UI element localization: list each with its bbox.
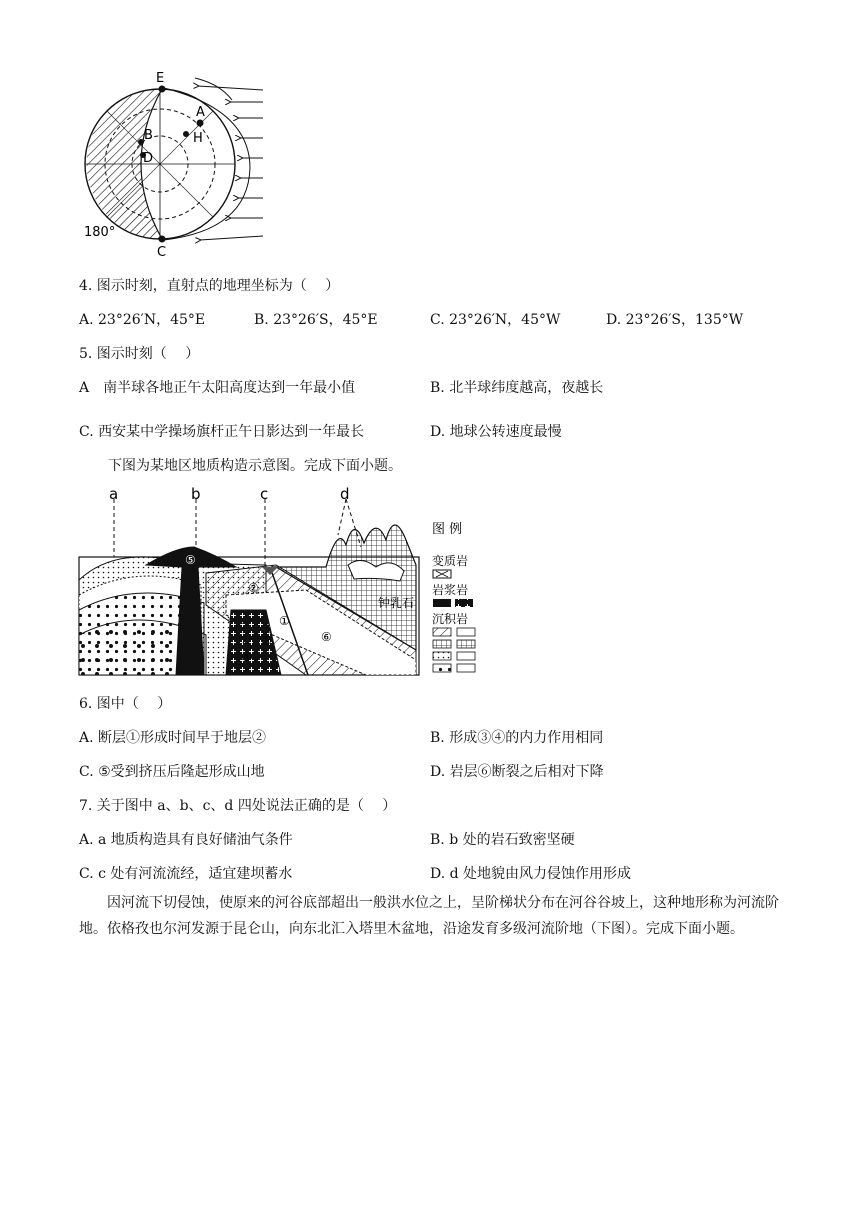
label-stalactite: 钟乳石: [378, 596, 415, 610]
label-2: ②: [248, 581, 259, 595]
q6-option-b[interactable]: B. 形成③④的内力作用相同: [430, 730, 604, 746]
intro-river-terraces: 因河流下切侵蚀，使原来的河谷底部超出一般洪水位之上，呈阶梯状分布在河谷谷坡上，这种地形称为河流阶地。依格孜也尔河发源于昆仑山，向东北汇入塔里木盆地，沿途发育多级河流阶地（下图）。完成下面小题。: [79, 895, 779, 937]
point-c: [159, 236, 166, 243]
q5-option-a[interactable]: A 南半球各地正午太阳高度达到一年最小值: [79, 380, 356, 396]
q6-option-c[interactable]: C. ⑤受到挤压后隆起形成山地: [79, 764, 265, 780]
q5-option-b[interactable]: B. 北半球纬度越高，夜越长: [430, 380, 604, 396]
q7-option-a[interactable]: A. a 地质构造具有良好储油气条件: [79, 832, 293, 848]
label-h: H: [193, 131, 203, 146]
label-a: a: [109, 485, 119, 503]
q4-option-a[interactable]: A. 23°26′N，45°E: [79, 312, 206, 328]
label-c: C: [157, 245, 167, 260]
legend-sedimentary: 沉积岩: [432, 612, 469, 626]
q4-option-c[interactable]: C. 23°26′N，45°W: [430, 312, 561, 328]
q4-option-b[interactable]: B. 23°26′S，45°E: [254, 312, 378, 328]
q5-stem: 5. 图示时刻（ ）: [79, 346, 200, 362]
label-b: b: [191, 485, 201, 503]
legend-metamorphic: 变质岩: [432, 554, 469, 568]
label-3: ③: [261, 634, 272, 648]
legend-magmatic: 岩浆岩: [432, 583, 469, 597]
q5-option-c[interactable]: C. 西安某中学操场旗杆正午日影达到一年最长: [79, 424, 365, 440]
label-e: E: [156, 71, 165, 86]
q6-option-d[interactable]: D. 岩层⑥断裂之后相对下降: [430, 764, 604, 780]
label-d: d: [340, 485, 350, 503]
q7-stem: 7. 关于图中 a、b、c、d 四处说法正确的是（ ）: [79, 798, 397, 814]
intro-geology: 下图为某地区地质构造示意图。完成下面小题。: [108, 458, 402, 474]
legend-title: 图 例: [432, 522, 463, 537]
label-b: B: [144, 128, 153, 143]
point-a: [197, 120, 204, 127]
label-1: ①: [279, 614, 290, 628]
q6-stem: 6. 图中（ ）: [79, 696, 172, 712]
geologic-structure-diagram: [76, 485, 486, 683]
label-180: 180°: [84, 225, 116, 240]
point-h: [183, 131, 189, 137]
q4-stem: 4. 图示时刻，直射点的地理坐标为（ ）: [79, 278, 340, 294]
label-a: A: [196, 105, 205, 120]
label-d: D: [143, 151, 154, 166]
label-4: ④: [241, 650, 252, 664]
q7-option-b[interactable]: B. b 处的岩石致密坚硬: [430, 832, 575, 848]
q4-option-d[interactable]: D. 23°26′S，135°W: [606, 312, 744, 328]
q7-option-c[interactable]: C. c 处有河流流经，适宜建坝蓄水: [79, 866, 293, 882]
label-6: ⑥: [321, 630, 332, 644]
label-5: ⑤: [185, 553, 196, 567]
q7-option-d[interactable]: D. d 处地貌由风力侵蚀作用形成: [430, 866, 632, 882]
q6-option-a[interactable]: A. 断层①形成时间早于地层②: [79, 730, 267, 746]
q5-option-d[interactable]: D. 地球公转速度最慢: [430, 424, 562, 440]
label-c: c: [260, 485, 269, 503]
polar-view-diagram: [80, 70, 270, 260]
point-e: [159, 86, 166, 93]
